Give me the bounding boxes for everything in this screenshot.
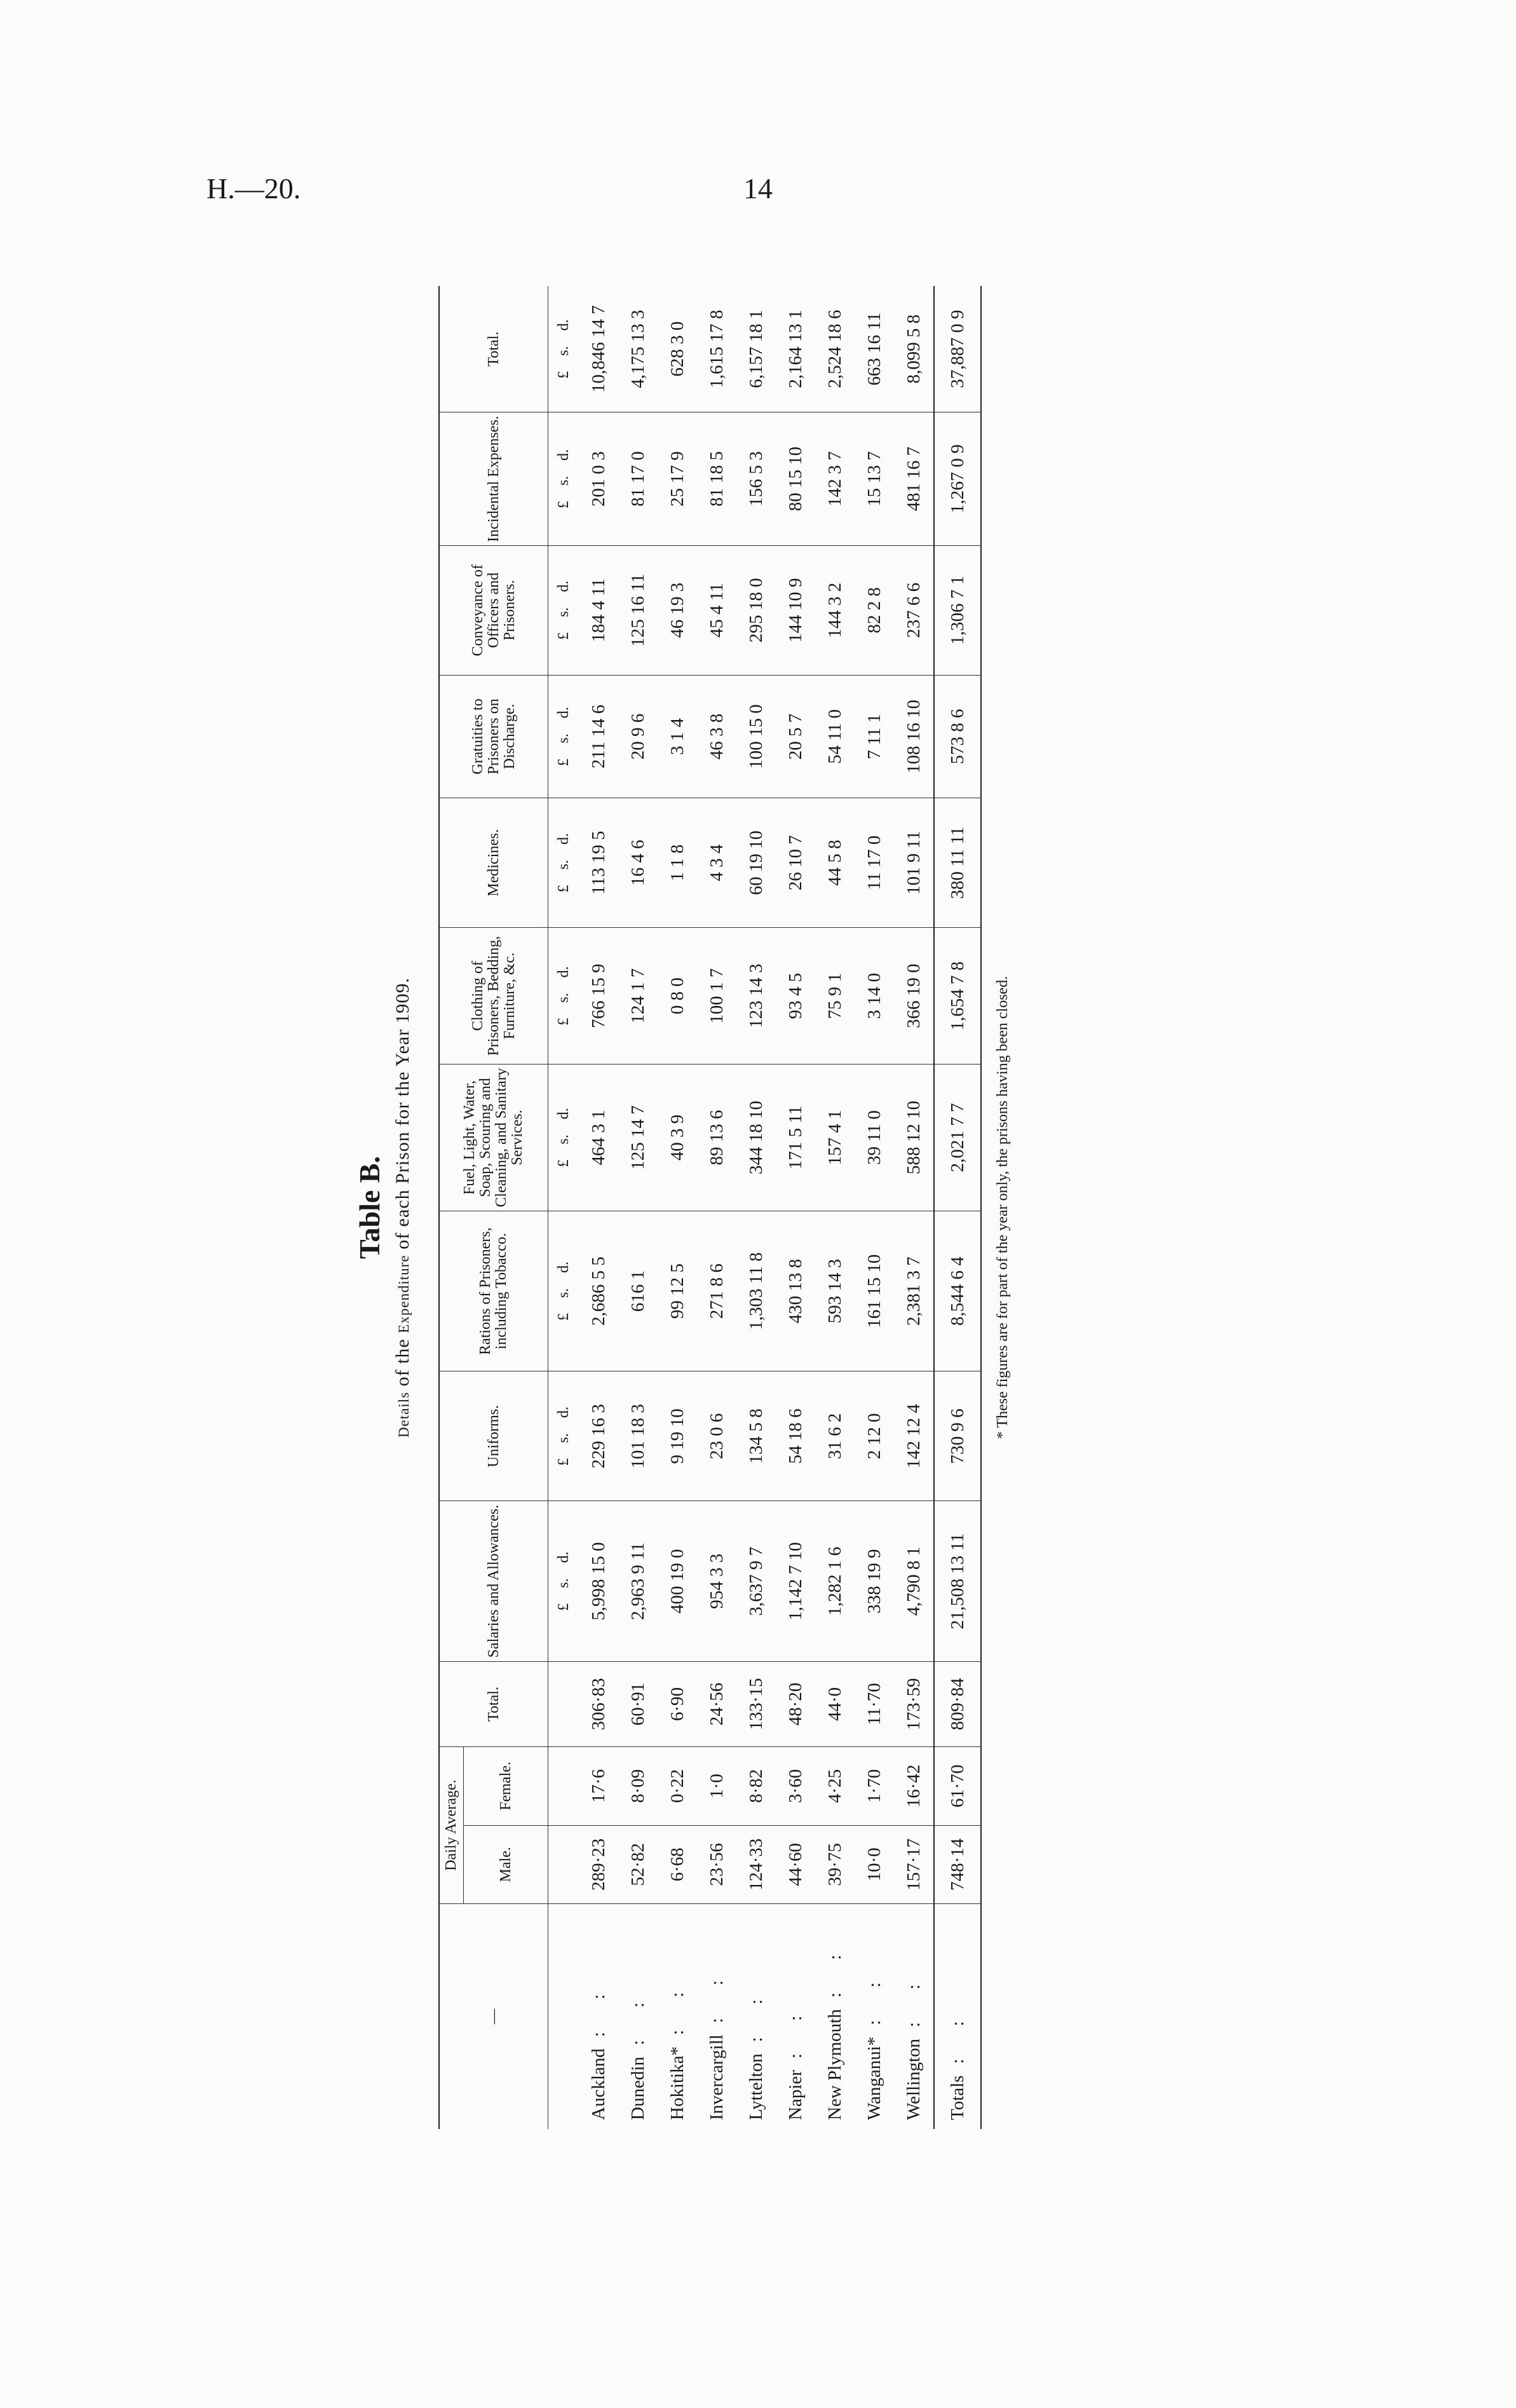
gratuities-header: Gratuities to Prisoners on Discharge. xyxy=(439,675,548,798)
page-number: 14 xyxy=(743,172,773,205)
clothing-cell: 75 9 1 xyxy=(815,928,855,1065)
gratuities-cell: 46 3 8 xyxy=(697,675,736,798)
prison-name: Wellington xyxy=(903,2038,924,2120)
subtitle-tail: of each Prison for the Year 1909. xyxy=(392,977,413,1249)
conveyance-cell: 295 18 0 xyxy=(736,545,776,675)
male-cell: 10·0 xyxy=(855,1825,894,1904)
total-cost-cell: 37,887 0 9 xyxy=(934,286,981,412)
female-cell: 16·42 xyxy=(894,1747,934,1826)
total-cost-cell: 663 16 11 xyxy=(855,286,894,412)
male-cell: 23·56 xyxy=(697,1825,736,1904)
units-label: £ s. d. xyxy=(548,545,579,675)
male-cell: 748·14 xyxy=(934,1825,981,1904)
table-row xyxy=(894,286,934,2129)
fuel-cell: 40 3 9 xyxy=(658,1064,697,1211)
clothing-cell: 1,654 7 8 xyxy=(934,928,981,1065)
table-title: Table B. xyxy=(353,1156,386,1259)
uniforms-cell: 2 12 0 xyxy=(855,1371,894,1501)
leader-dots: : : xyxy=(745,1985,766,2043)
prison-name-cell xyxy=(776,1904,815,2129)
units-label: £ s. d. xyxy=(548,286,579,412)
salaries-cell: 21,508 13 11 xyxy=(934,1501,981,1661)
prison-name-cell xyxy=(579,1904,618,2129)
uniforms-cell: 9 19 10 xyxy=(658,1371,697,1501)
units-label: £ s. d. xyxy=(548,1064,579,1211)
gratuities-cell: 100 15 0 xyxy=(736,675,776,798)
prison-name-cell xyxy=(697,1904,736,2129)
table-row xyxy=(776,286,815,2129)
total-cost-cell: 4,175 13 3 xyxy=(618,286,658,412)
table-row xyxy=(697,286,736,2129)
medicines-cell: 26 10 7 xyxy=(776,798,815,928)
daily-average-header: Daily Average. xyxy=(439,1747,464,1904)
medicines-header: Medicines. xyxy=(439,798,548,928)
rations-cell: 1,303 11 8 xyxy=(736,1211,776,1371)
uniforms-cell: 101 18 3 xyxy=(618,1371,658,1501)
prison-name: Wanganui* xyxy=(863,2036,884,2120)
subtitle-caps: Expenditure xyxy=(396,1255,412,1333)
subtitle-lead: Details xyxy=(396,1391,412,1438)
daily-total-header: Total. xyxy=(439,1661,548,1746)
rations-header: Rations of Prisoners, including Tobacco. xyxy=(439,1211,548,1371)
fuel-cell: 157 4 1 xyxy=(815,1064,855,1211)
salaries-cell: 954 3 3 xyxy=(697,1501,736,1661)
total-cost-cell: 2,164 13 1 xyxy=(776,286,815,412)
gratuities-cell: 20 9 6 xyxy=(618,675,658,798)
fuel-cell: 344 18 10 xyxy=(736,1064,776,1211)
leader-dots: : : xyxy=(863,1968,884,2025)
fuel-cell: 464 3 1 xyxy=(579,1064,618,1211)
salaries-cell: 5,998 15 0 xyxy=(579,1501,618,1661)
units-row xyxy=(548,286,579,2129)
table-row xyxy=(815,286,855,2129)
female-cell: 1·70 xyxy=(855,1747,894,1826)
fuel-cell: 39 11 0 xyxy=(855,1064,894,1211)
clothing-cell: 0 8 0 xyxy=(658,928,697,1065)
medicines-cell: 16 4 6 xyxy=(618,798,658,928)
female-cell: 1·0 xyxy=(697,1747,736,1826)
clothing-cell: 124 1 7 xyxy=(618,928,658,1065)
rations-cell: 161 15 10 xyxy=(855,1211,894,1371)
prison-name-cell xyxy=(658,1904,697,2129)
female-cell: 3·60 xyxy=(776,1747,815,1826)
incidental-cell: 1,267 0 9 xyxy=(934,412,981,545)
female-cell: 8·09 xyxy=(618,1747,658,1826)
conveyance-cell: 125 16 11 xyxy=(618,545,658,675)
leader-dots: : : xyxy=(947,2007,968,2064)
medicines-cell: 11 17 0 xyxy=(855,798,894,928)
gratuities-cell: 3 1 4 xyxy=(658,675,697,798)
medicines-cell: 60 19 10 xyxy=(736,798,776,928)
salaries-cell: 3,637 9 7 xyxy=(736,1501,776,1661)
prison-name-cell xyxy=(618,1904,658,2129)
fuel-cell: 171 5 11 xyxy=(776,1064,815,1211)
prison-name-cell xyxy=(736,1904,776,2129)
expenditure-table xyxy=(438,286,982,2129)
conveyance-cell: 237 6 6 xyxy=(894,545,934,675)
medicines-cell: 380 11 11 xyxy=(934,798,981,928)
salaries-cell: 1,282 1 6 xyxy=(815,1501,855,1661)
rations-cell: 430 13 8 xyxy=(776,1211,815,1371)
conveyance-cell: 1,306 7 1 xyxy=(934,545,981,675)
units-label: £ s. d. xyxy=(548,798,579,928)
incidental-cell: 80 15 10 xyxy=(776,412,815,545)
table-row xyxy=(855,286,894,2129)
medicines-cell: 4 3 4 xyxy=(697,798,736,928)
incidental-cell: 81 18 5 xyxy=(697,412,736,545)
units-label: £ s. d. xyxy=(548,1371,579,1501)
rations-cell: 616 1 xyxy=(618,1211,658,1371)
female-cell: 61·70 xyxy=(934,1747,981,1826)
incidental-cell: 201 0 3 xyxy=(579,412,618,545)
male-cell: 289·23 xyxy=(579,1825,618,1904)
prison-name-cell xyxy=(855,1904,894,2129)
total-cell: 809·84 xyxy=(934,1661,981,1746)
conveyance-cell: 45 4 11 xyxy=(697,545,736,675)
page-header xyxy=(0,172,1516,222)
fuel-cell: 125 14 7 xyxy=(618,1064,658,1211)
fuel-cell: 2,021 7 7 xyxy=(934,1064,981,1211)
table-row xyxy=(579,286,618,2129)
female-cell: 4·25 xyxy=(815,1747,855,1826)
rations-cell: 2,381 3 7 xyxy=(894,1211,934,1371)
fuel-cell: 89 13 6 xyxy=(697,1064,736,1211)
table-subtitle xyxy=(392,286,414,2129)
leader-dots: : : xyxy=(588,1980,609,2037)
rations-cell: 2,686 5 5 xyxy=(579,1211,618,1371)
prison-name-cell xyxy=(894,1904,934,2129)
incidental-cell: 81 17 0 xyxy=(618,412,658,545)
total-cost-cell: 628 3 0 xyxy=(658,286,697,412)
female-cell: 17·6 xyxy=(579,1747,618,1826)
uniforms-cell: 31 6 2 xyxy=(815,1371,855,1501)
gratuities-cell: 573 8 6 xyxy=(934,675,981,798)
conveyance-cell: 82 2 8 xyxy=(855,545,894,675)
female-cell: 8·82 xyxy=(736,1747,776,1826)
footnote: * These figures are for part of the year only, the prisons having been closed. xyxy=(994,976,1011,1439)
total-cost-cell: 2,524 18 6 xyxy=(815,286,855,412)
male-cell: 157·17 xyxy=(894,1825,934,1904)
conveyance-cell: 184 4 11 xyxy=(579,545,618,675)
salaries-cell: 2,963 9 11 xyxy=(618,1501,658,1661)
units-label: £ s. d. xyxy=(548,1211,579,1371)
prison-name: Invercargill xyxy=(706,2034,727,2120)
salaries-header: Salaries and Allowances. xyxy=(439,1501,548,1661)
clothing-cell: 100 1 7 xyxy=(697,928,736,1065)
total-cost-cell: 8,099 5 8 xyxy=(894,286,934,412)
uniforms-cell: 23 0 6 xyxy=(697,1371,736,1501)
gratuities-cell: 211 14 6 xyxy=(579,675,618,798)
conveyance-header: Conveyance of Officers and Prisoners. xyxy=(439,545,548,675)
salaries-cell: 400 19 0 xyxy=(658,1501,697,1661)
header-row-1 xyxy=(439,286,464,2129)
units-label: £ s. d. xyxy=(548,412,579,545)
gratuities-cell: 108 16 10 xyxy=(894,675,934,798)
clothing-header: Clothing of Prisoners, Bedding, Furniture, &c. xyxy=(439,928,548,1065)
leader-dots: : : xyxy=(627,1988,648,2046)
gratuities-cell: 7 11 1 xyxy=(855,675,894,798)
total-cell: 133·15 xyxy=(736,1661,776,1746)
incidental-cell: 25 17 9 xyxy=(658,412,697,545)
clothing-cell: 366 19 0 xyxy=(894,928,934,1065)
prison-name: New Plymouth xyxy=(824,2009,845,2120)
incidental-cell: 142 3 7 xyxy=(815,412,855,545)
total-cost-cell: 6,157 18 1 xyxy=(736,286,776,412)
total-cell: 306·83 xyxy=(579,1661,618,1746)
salaries-cell: 338 19 9 xyxy=(855,1501,894,1661)
gratuities-cell: 54 11 0 xyxy=(815,675,855,798)
medicines-cell: 44 5 8 xyxy=(815,798,855,928)
prison-name: Auckland xyxy=(588,2048,609,2120)
leader-dots: : : xyxy=(667,1978,687,2035)
prison-name: Dunedin xyxy=(627,2057,648,2120)
prison-column-header: — xyxy=(439,1904,548,2129)
salaries-cell: 4,790 8 1 xyxy=(894,1501,934,1661)
clothing-cell: 123 14 3 xyxy=(736,928,776,1065)
male-cell: 52·82 xyxy=(618,1825,658,1904)
total-cell: 48·20 xyxy=(776,1661,815,1746)
total-cell: 11·70 xyxy=(855,1661,894,1746)
leader-dots: : : xyxy=(903,1970,924,2027)
totals-row xyxy=(934,286,981,2129)
subtitle-mid: of the xyxy=(392,1338,413,1387)
incidental-cell: 481 16 7 xyxy=(894,412,934,545)
prison-name-cell xyxy=(815,1904,855,2129)
table-row xyxy=(736,286,776,2129)
table-row xyxy=(658,286,697,2129)
total-cell: 24·56 xyxy=(697,1661,736,1746)
leader-dots: : : xyxy=(824,1940,845,1998)
rations-cell: 8,544 6 4 xyxy=(934,1211,981,1371)
report-reference: H.—20. xyxy=(206,172,301,205)
uniforms-cell: 730 9 6 xyxy=(934,1371,981,1501)
total-cost-cell: 1,615 17 8 xyxy=(697,286,736,412)
clothing-cell: 766 15 9 xyxy=(579,928,618,1065)
prison-name: Totals xyxy=(947,2075,968,2120)
uniforms-cell: 134 5 8 xyxy=(736,1371,776,1501)
medicines-cell: 1 1 8 xyxy=(658,798,697,928)
male-header: Male. xyxy=(464,1825,548,1904)
prison-name-cell xyxy=(934,1904,981,2129)
incidental-header: Incidental Expenses. xyxy=(439,412,548,545)
units-label: £ s. d. xyxy=(548,675,579,798)
female-header: Female. xyxy=(464,1747,548,1826)
conveyance-cell: 144 10 9 xyxy=(776,545,815,675)
leader-dots: : : xyxy=(706,1966,727,2024)
rations-cell: 99 12 5 xyxy=(658,1211,697,1371)
male-cell: 44·60 xyxy=(776,1825,815,1904)
table-body xyxy=(548,286,982,2129)
prison-name: Lyttelton xyxy=(745,2053,766,2120)
clothing-cell: 93 4 5 xyxy=(776,928,815,1065)
units-label: £ s. d. xyxy=(548,1501,579,1661)
male-cell: 124·33 xyxy=(736,1825,776,1904)
grand-total-header: Total. xyxy=(439,286,548,412)
units-label: £ s. d. xyxy=(548,928,579,1065)
leader-dots: : : xyxy=(785,2001,806,2059)
fuel-cell: 588 12 10 xyxy=(894,1064,934,1211)
rotated-table-block xyxy=(353,286,1083,2129)
salaries-cell: 1,142 7 10 xyxy=(776,1501,815,1661)
prison-name: Napier xyxy=(785,2070,806,2120)
prison-name: Hokitika* xyxy=(667,2046,687,2120)
conveyance-cell: 144 3 2 xyxy=(815,545,855,675)
incidental-cell: 15 13 7 xyxy=(855,412,894,545)
male-cell: 39·75 xyxy=(815,1825,855,1904)
total-cell: 60·91 xyxy=(618,1661,658,1746)
uniforms-cell: 229 16 3 xyxy=(579,1371,618,1501)
female-cell: 0·22 xyxy=(658,1747,697,1826)
uniforms-header: Uniforms. xyxy=(439,1371,548,1501)
conveyance-cell: 46 19 3 xyxy=(658,545,697,675)
total-cell: 173·59 xyxy=(894,1661,934,1746)
medicines-cell: 113 19 5 xyxy=(579,798,618,928)
uniforms-cell: 54 18 6 xyxy=(776,1371,815,1501)
total-cell: 44·0 xyxy=(815,1661,855,1746)
medicines-cell: 101 9 11 xyxy=(894,798,934,928)
table-row xyxy=(618,286,658,2129)
fuel-header: Fuel, Light, Water, Soap, Scouring and Cleaning, and Sanitary Services. xyxy=(439,1064,548,1211)
rations-cell: 271 8 6 xyxy=(697,1211,736,1371)
total-cell: 6·90 xyxy=(658,1661,697,1746)
male-cell: 6·68 xyxy=(658,1825,697,1904)
rations-cell: 593 14 3 xyxy=(815,1211,855,1371)
total-cost-cell: 10,846 14 7 xyxy=(579,286,618,412)
incidental-cell: 156 5 3 xyxy=(736,412,776,545)
uniforms-cell: 142 12 4 xyxy=(894,1371,934,1501)
clothing-cell: 3 14 0 xyxy=(855,928,894,1065)
gratuities-cell: 20 5 7 xyxy=(776,675,815,798)
